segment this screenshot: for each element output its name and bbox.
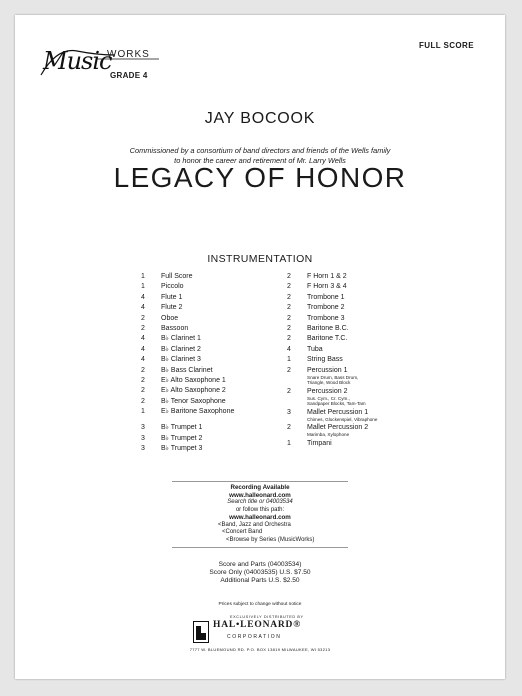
instrument-name: B♭ Trumpet 2	[161, 434, 203, 442]
instrument-name: Percussion 2	[307, 387, 348, 395]
instrument-quantity: 3	[141, 434, 145, 442]
instrument-quantity: 4	[141, 356, 145, 364]
instrument-quantity: 2	[287, 293, 291, 301]
instrument-name: Mallet Percussion 1	[307, 408, 369, 416]
instrument-quantity: 2	[287, 424, 291, 432]
instrumentation-left-column	[141, 273, 291, 473]
instrument-name: B♭ Tenor Saxophone	[161, 397, 226, 405]
instrument-quantity: 4	[141, 293, 145, 301]
instrument-quantity: 1	[287, 439, 291, 447]
instrument-quantity: 3	[141, 444, 145, 452]
price-notice: Prices subject to change without notice	[218, 602, 302, 607]
instrument-quantity: 2	[141, 397, 145, 405]
recording-path-step-3: <Browse by Series (MusicWorks)	[226, 536, 315, 543]
instrument-quantity: 3	[141, 424, 145, 432]
instrument-quantity: 2	[141, 366, 145, 374]
recording-website-link[interactable]: www.halleonard.com	[229, 491, 291, 499]
instrument-quantity: 4	[141, 304, 145, 312]
instrument-quantity: 4	[287, 345, 291, 353]
instrument-quantity: 2	[287, 387, 291, 395]
instrument-quantity: 2	[287, 283, 291, 291]
instrument-name: E♭ Alto Saxophone 2	[161, 387, 226, 395]
recording-info-box	[172, 481, 348, 548]
recording-path-step-1: <Band, Jazz and Orchestra	[218, 521, 291, 528]
price-list	[15, 561, 505, 585]
instrument-name: B♭ Trumpet 3	[161, 444, 203, 452]
commission-line-1: Commissioned by a consortium of band directors and friends of the Wells family	[129, 146, 391, 155]
instrument-name: Oboe	[161, 314, 179, 322]
instrument-quantity: 1	[141, 283, 145, 291]
instrument-detail: Snare Drum, Bass Drum,	[307, 374, 359, 380]
price-line-score-and-parts: Score and Parts (04003534)	[218, 561, 302, 568]
instrument-name: Timpani	[307, 439, 332, 447]
price-line-additional-parts: Additional Parts U.S. $2.50	[220, 577, 300, 584]
instrument-name: Flute 1	[161, 293, 183, 301]
instrument-name: F Horn 3 & 4	[307, 283, 347, 291]
full-score-label: FULL SCORE	[419, 41, 474, 50]
instrument-detail: Sandpaper Blocks, Tam-Tam	[307, 400, 366, 406]
instrument-quantity: 2	[141, 387, 145, 395]
instrument-name: B♭ Clarinet 2	[161, 345, 201, 353]
instrument-quantity: 2	[287, 325, 291, 332]
instrument-name: E♭ Alto Saxophone 1	[161, 377, 226, 384]
instrument-name: Mallet Percussion 2	[307, 424, 369, 432]
instrument-name: Trombone 2	[307, 304, 345, 312]
composer-name: JAY BOCOOK	[204, 110, 316, 127]
price-line-score-only: Score Only (04003535) U.S. $7.50	[209, 569, 311, 576]
recording-path-step-2: <Concert Band	[222, 529, 263, 535]
instrumentation-right-column	[287, 273, 447, 473]
recording-heading: Recording Available	[230, 484, 290, 491]
instrument-name: Trombone 3	[307, 314, 345, 322]
instrument-name: Trombone 1	[307, 293, 345, 301]
logo-works-text: WORKS	[107, 49, 150, 60]
instrument-quantity: 3	[287, 408, 291, 416]
instrument-name: Bassoon	[161, 325, 189, 332]
instrument-detail: Chimes, Glockenspiel, Vibraphone	[307, 416, 378, 422]
instrument-name: Full Score	[161, 273, 193, 280]
instrument-quantity: 2	[287, 273, 291, 280]
instrument-name: B♭ Trumpet 1	[161, 424, 203, 432]
recording-path-website-link[interactable]: www.halleonard.com	[229, 514, 291, 521]
publisher-address: 7777 W. BLUEMOUND RD. P.O. BOX 13819 MILWAUKEE, WI 53213	[189, 647, 331, 652]
instrument-name: E♭ Baritone Saxophone	[161, 408, 235, 416]
instrumentation-heading: INSTRUMENTATION	[207, 253, 313, 265]
instrument-quantity: 2	[287, 304, 291, 312]
hal-leonard-logo-icon	[193, 621, 209, 643]
publisher-corporation: CORPORATION	[227, 634, 282, 640]
piece-title: LEGACY OF HONOR	[113, 162, 407, 193]
instrument-quantity: 2	[287, 366, 291, 374]
instrument-quantity: 2	[141, 325, 145, 332]
instrument-quantity: 1	[287, 356, 291, 364]
grade-label: GRADE 4	[110, 71, 148, 80]
instrument-name: Flute 2	[161, 304, 183, 312]
publisher-name: HAL•LEONARD®	[213, 620, 302, 630]
instrument-name: B♭ Bass Clarinet	[161, 366, 213, 374]
instrument-detail: Triangle, Wood Block	[307, 379, 351, 385]
instrument-name: Tuba	[307, 345, 323, 353]
instrument-name: Piccolo	[161, 283, 184, 291]
instrument-name: B♭ Clarinet 1	[161, 335, 201, 343]
instrument-quantity: 1	[141, 408, 145, 416]
instrument-detail: Sus. Cym., Cr. Cym.,	[307, 395, 350, 401]
commission-line-2: to honor the career and retirement of Mr. Larry Wells	[174, 155, 346, 165]
logo-script-text: Music	[43, 47, 112, 75]
instrument-quantity: 2	[287, 314, 291, 322]
instrument-detail: Marimba, Xylophone	[307, 432, 350, 438]
instrument-name: Percussion 1	[307, 366, 348, 374]
instrument-name: B♭ Clarinet 3	[161, 356, 201, 364]
instrument-quantity: 4	[141, 335, 145, 343]
score-cover-page	[15, 15, 505, 679]
recording-search-hint: Search title or 04003534	[227, 499, 293, 505]
publisher-block	[15, 614, 505, 664]
instrument-quantity: 4	[141, 345, 145, 353]
instrument-name: Baritone B.C.	[307, 325, 349, 332]
instrument-quantity: 2	[141, 314, 145, 322]
instrument-quantity: 2	[141, 377, 145, 384]
instrument-name: F Horn 1 & 2	[307, 273, 347, 280]
instrument-quantity: 2	[287, 335, 291, 343]
instrument-name: Baritone T.C.	[307, 335, 348, 343]
instrument-quantity: 1	[141, 273, 145, 280]
instrument-name: String Bass	[307, 356, 343, 364]
recording-follow-text: or follow this path:	[235, 506, 285, 513]
distributor-note: EXCLUSIVELY DISTRIBUTED BY	[230, 615, 304, 619]
